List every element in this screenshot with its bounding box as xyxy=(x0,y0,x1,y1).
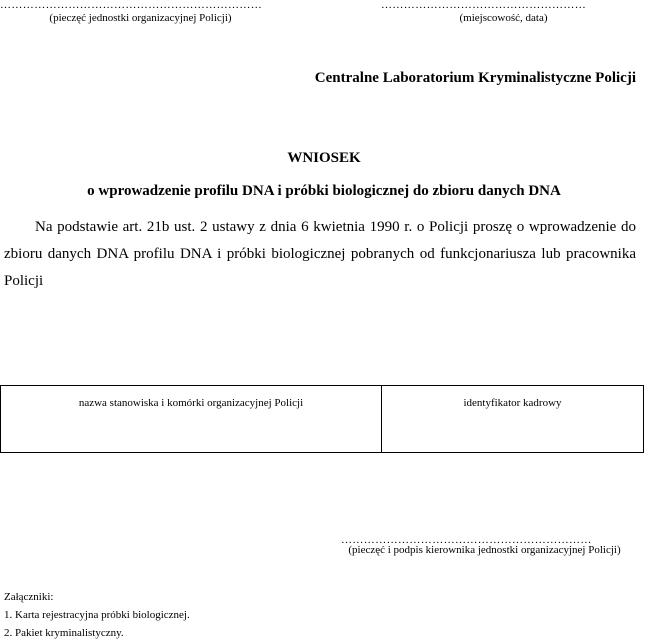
officer-info-table xyxy=(0,385,644,453)
document-subtitle: o wprowadzenie profilu DNA i próbki biologicznej do zbioru danych DNA xyxy=(87,183,561,199)
place-date-dotted-line: ……………………………………………… xyxy=(381,0,587,11)
personnel-id-cell xyxy=(382,386,643,452)
request-body-text: Na podstawie art. 21b ust. 2 ustawy z dnia 6 kwietnia 1990 r. o Policji proszę o wprowadzenie do zbioru danych DNA profilu DNA i próbki biologicznej pobranych od funkcjonariusza lub pracownika Policji xyxy=(4,219,636,289)
attachment-item: 1. Karta rejestracyjna próbki biologicznej. xyxy=(4,609,190,621)
addressee: Centralne Laboratorium Kryminalistyczne Policji xyxy=(314,70,636,86)
stamp-dotted-line: …………………………………………………………… xyxy=(0,0,263,11)
personnel-id-label: identyfikator kadrowy xyxy=(463,397,562,409)
attachment-item: 2. Pakiet kryminalistyczny. xyxy=(4,627,124,639)
signature-dotted-line: ………………………………………………………… xyxy=(341,535,592,546)
document-title: WNIOSEK xyxy=(287,150,361,166)
attachments-heading: Załączniki: xyxy=(4,591,54,603)
signature-caption: (pieczęć i podpis kierownika jednostki organizacyjnej Policji) xyxy=(348,544,621,556)
position-unit-cell xyxy=(1,386,382,452)
place-date-caption: (miejscowość, data) xyxy=(459,12,548,24)
stamp-caption: (pieczęć jednostki organizacyjnej Policji) xyxy=(49,12,232,24)
position-unit-label: nazwa stanowiska i komórki organizacyjnej Policji xyxy=(78,397,304,409)
